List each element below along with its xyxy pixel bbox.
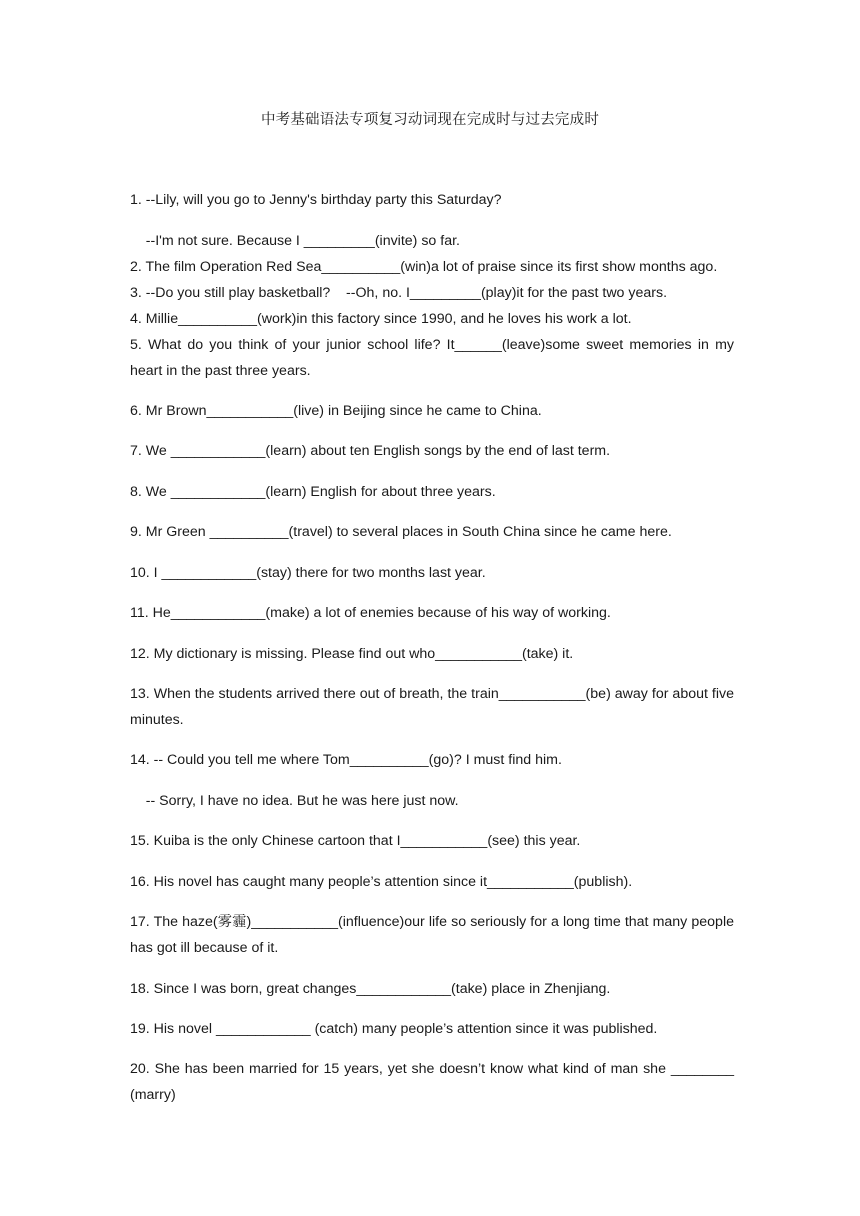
question-19: 19. His novel ____________ (catch) many people’s attention since it was published. [130, 1021, 658, 1037]
question-8: 8. We ____________(learn) English for about three years. [130, 484, 496, 500]
question-1: 1. --Lily, will you go to Jenny's birthday party this Saturday? [130, 192, 502, 208]
question-13: 13. When the students arrived there out of breath, the train___________(be) away for about five minutes. [130, 686, 734, 728]
question-4: 4. Millie__________(work)in this factory since 1990, and he loves his work a lot. [130, 311, 632, 327]
question-18: 18. Since I was born, great changes____________(take) place in Zhenjiang. [130, 981, 611, 997]
question-20: 20. She has been married for 15 years, yet she doesn’t know what kind of man she ________ (marry) [130, 1061, 734, 1103]
question-14: 14. -- Could you tell me where Tom__________(go)? I must find him. [130, 752, 562, 768]
question-14-response: -- Sorry, I have no idea. But he was here just now. [130, 793, 459, 809]
question-17: 17. The haze(雾霾)___________(influence)our life so seriously for a long time that many people has got ill because of it. [130, 914, 734, 956]
question-3: 3. --Do you still play basketball? --Oh, no. I_________(play)it for the past two years. [130, 285, 668, 301]
question-15: 15. Kuiba is the only Chinese cartoon that I___________(see) this year. [130, 833, 581, 849]
question-12: 12. My dictionary is missing. Please find out who___________(take) it. [130, 646, 574, 662]
question-1-response: --I'm not sure. Because I _________(invite) so far. [130, 233, 460, 249]
question-10: 10. I ____________(stay) there for two months last year. [130, 565, 486, 581]
question-6: 6. Mr Brown___________(live) in Beijing since he came to China. [130, 403, 542, 419]
page-title: 中考基础语法专项复习动词现在完成时与过去完成时 [260, 112, 600, 128]
question-16: 16. His novel has caught many people’s attention since it___________(publish). [130, 874, 633, 890]
question-11: 11. He____________(make) a lot of enemies because of his way of working. [130, 605, 611, 621]
question-2: 2. The film Operation Red Sea__________(win)a lot of praise since its first show months ago. [130, 259, 718, 275]
question-9: 9. Mr Green __________(travel) to several places in South China since he came here. [130, 524, 672, 540]
question-5: 5. What do you think of your junior school life? It______(leave)some sweet memories in my heart in the past three years. [130, 337, 734, 379]
question-7: 7. We ____________(learn) about ten English songs by the end of last term. [130, 443, 611, 459]
